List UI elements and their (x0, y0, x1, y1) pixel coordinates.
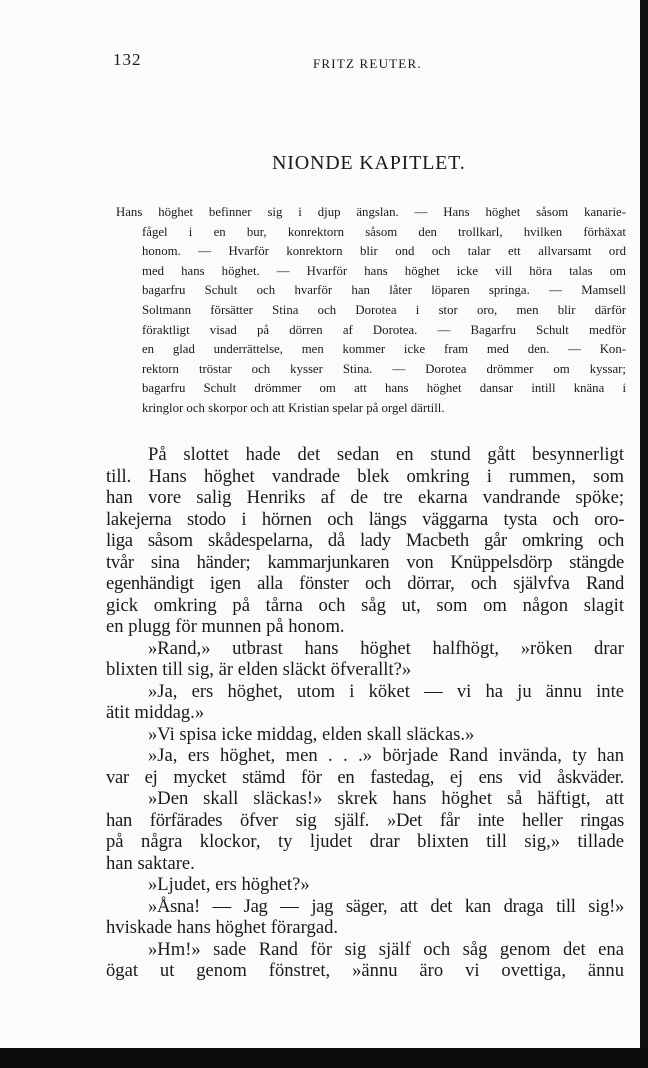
body-text (106, 444, 624, 982)
text-line: på några klockor, ty ljudet drar blixten till sig,» tillade (106, 831, 624, 852)
summary-line: Soltmann försätter Stina och Dorotea i stor oro, men blir därför (142, 302, 626, 317)
scan-right-edge (640, 0, 648, 1068)
summary-line: föraktligt visad på dörren af Dorotea. — Bagarfru Schult medför (142, 322, 626, 337)
text-line: hviskade hans höghet förargad. (106, 917, 339, 938)
text-line: liga såsom skådespelarna, då lady Macbeth går omkring och (106, 530, 624, 551)
text-line: »Den skall släckas!» skrek hans höghet så häftigt, att (148, 788, 624, 809)
summary-line: rektorn tröstar och kysser Stina. — Dorotea drömmer om kyssar; (142, 361, 626, 376)
summary-line: bagarfru Schult och hvarför han låter löparen springa. — Mamsell (142, 283, 626, 298)
text-line: gick omkring på tårna och såg ut, som om någon slagit (106, 594, 624, 616)
text-line: På slottet hade det sedan en stund gått besynnerligt (148, 444, 624, 465)
chapter-title: NIONDE KAPITLET. (272, 152, 466, 174)
summary-line: bagarfru Schult drömmer om att hans höghet dansar intill knäna i (142, 381, 626, 396)
text-line: »Åsna! — Jag — jag säger, att det kan draga till sig!» (148, 895, 624, 917)
text-line: »Ljudet, ers höghet?» (148, 874, 310, 895)
page-number: 132 (113, 50, 142, 69)
text-line: till. Hans höghet vandrade blek omkring i rummen, som (106, 465, 624, 487)
text-line: ögat ut genom fönstret, »ännu äro vi ovettiga, ännu (106, 960, 624, 981)
summary-line: en glad underrättelse, men kommer icke fram med den. — Kon- (142, 342, 626, 357)
text-line: »Rand,» utbrast hans höghet halfhögt, »röken drar (148, 637, 624, 659)
text-line: tvår sina händer; kammarjunkaren von Knüppelsdörp stängde (106, 551, 624, 573)
text-line: »Ja, ers höghet, men . . .» började Rand invända, ty han (148, 745, 624, 766)
text-line: han förfärades öfver sig själf. »Det får inte heller ringas (106, 809, 624, 831)
text-line: »Ja, ers höghet, utom i köket — vi ha ju ännu inte (148, 680, 624, 702)
text-line: »Hm!» sade Rand för sig själf och såg genom det ena (148, 938, 624, 960)
text-line: var ej mycket stämd för en fastedag, ej ens vid åskväder. (106, 766, 624, 788)
running-title: FRITZ REUTER. (313, 56, 422, 71)
text-line: ätit middag.» (106, 702, 205, 723)
text-line: blixten till sig, är elden släckt öfverallt?» (106, 659, 412, 680)
text-line: »Vi spisa icke middag, elden skall släckas.» (148, 723, 475, 745)
chapter-summary (116, 203, 626, 419)
summary-line: fågel i en bur, konrektorn såsom den trollkarl, hvilken förhäxat (142, 224, 626, 239)
summary-line: honom. — Hvarför konrektorn blir ond och talar ett allvarsamt ord (142, 244, 626, 259)
text-line: han saktare. (106, 852, 195, 874)
text-line: egenhändigt igen alla fönster och dörrar, och självfva Rand (106, 573, 624, 594)
summary-line: Hans höghet befinner sig i djup ängslan. — Hans höghet såsom kanarie- (116, 205, 626, 219)
text-line: lakejerna stodo i hörnen och längs väggarna tysta och oro- (106, 508, 624, 530)
text-line: en plugg för munnen på honom. (106, 616, 345, 637)
text-line: han vore salig Henriks af de tre ekarna vandrande spöke; (106, 487, 624, 508)
summary-line: med hans höghet. — Hvarför hans höghet icke vill höra talas om (142, 263, 626, 278)
scan-bottom-edge (0, 1048, 648, 1068)
summary-line: kringlor och skorpor och att Kristian spelar på orgel därtill. (142, 400, 445, 415)
